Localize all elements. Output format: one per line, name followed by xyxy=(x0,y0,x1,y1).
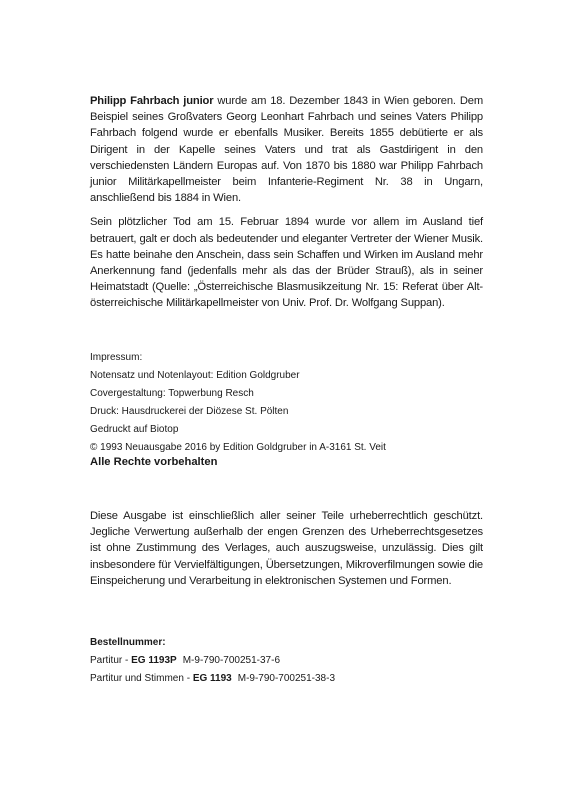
imprint-line-copyright-year: © 1993 Neuausgabe 2016 by Edition Goldgruber in A-3161 St. Veit xyxy=(90,442,386,453)
order-label: Partitur - xyxy=(90,655,132,666)
imprint-line-typesetting: Notensatz und Notenlayout: Edition Goldgruber xyxy=(90,370,300,381)
biography-paragraph-1-text: wurde am 18. Dezember 1843 in Wien geboren. Dem Beispiel seines Großvaters Georg Leonhart Fahrbach und seines Vaters Philipp Fahrbach folgend wurde er ebenfalls Musiker. Bereits 1855 debütierte er als Dirigent in der Kapelle seines Vaters und trat als Gastdirigent in den verschiedensten Ländern Europas auf. Von 1870 bis 1880 war Philipp Fahrbach junior Militärkapellmeister beim Infanterie-Regiment Nr. 38 in Ungarn, anschließend bis 1884 in Wien. xyxy=(90,95,483,205)
order-ismn: M-9-790-700251-37-6 xyxy=(182,655,280,666)
order-numbers-heading: Bestellnummer: xyxy=(90,637,166,648)
biography-paragraph-1 xyxy=(90,93,483,206)
imprint-heading: Impressum: xyxy=(90,352,143,363)
rights-reserved: Alle Rechte vorbehalten xyxy=(90,456,218,468)
copyright-notice: Diese Ausgabe ist einschließlich aller seiner Teile urheberrechtlich geschützt. Jegliche Verwertung außerhalb der engen Grenzen des Urheberrechtsgesetzes ist ohne Zustimmung des Verlages, auch auszugsweise, unzulässig. Dies gilt insbesondere für Vervielfältigungen, Übersetzungen, Mikroverfilmungen sowie die Einspeicherung und Verarbeitung in elektronischen Systemen und Formen. xyxy=(90,510,483,587)
order-row-score-and-parts xyxy=(90,670,510,688)
order-code: EG 1193P xyxy=(131,655,177,666)
order-label: Partitur und Stimmen - xyxy=(90,673,193,684)
order-row-score xyxy=(90,652,510,670)
biography-paragraph-2: Sein plötzlicher Tod am 15. Februar 1894 wurde vor allem im Ausland tief betrauert, galt er doch als bedeutender und eleganter Vertreter der Wiener Musik. Es hatte beinahe den Anschein, dass sein Schaffen und Wirken im Ausland mehr Anerkennung fand (jedenfalls mehr als das der Brüder Strauß), als in seiner Heimatstadt (Quelle: „Österreichische Blasmusikzeitung Nr. 15: Referat über Alt-österreichische Militärkapellmeister von Univ. Prof. Dr. Wolfgang Suppan). xyxy=(90,216,483,310)
composer-name: Philipp Fahrbach junior xyxy=(90,95,214,107)
imprint-line-printing: Druck: Hausdruckerei der Diözese St. Pölten xyxy=(90,406,289,417)
imprint-line-paper: Gedruckt auf Biotop xyxy=(90,424,179,435)
imprint-line-cover-design: Covergestaltung: Topwerbung Resch xyxy=(90,388,254,399)
order-ismn: M-9-790-700251-38-3 xyxy=(237,673,336,684)
order-numbers-section xyxy=(90,634,510,688)
biography-section xyxy=(90,93,483,320)
order-code: EG 1193 xyxy=(192,673,232,684)
imprint-section xyxy=(90,349,510,457)
